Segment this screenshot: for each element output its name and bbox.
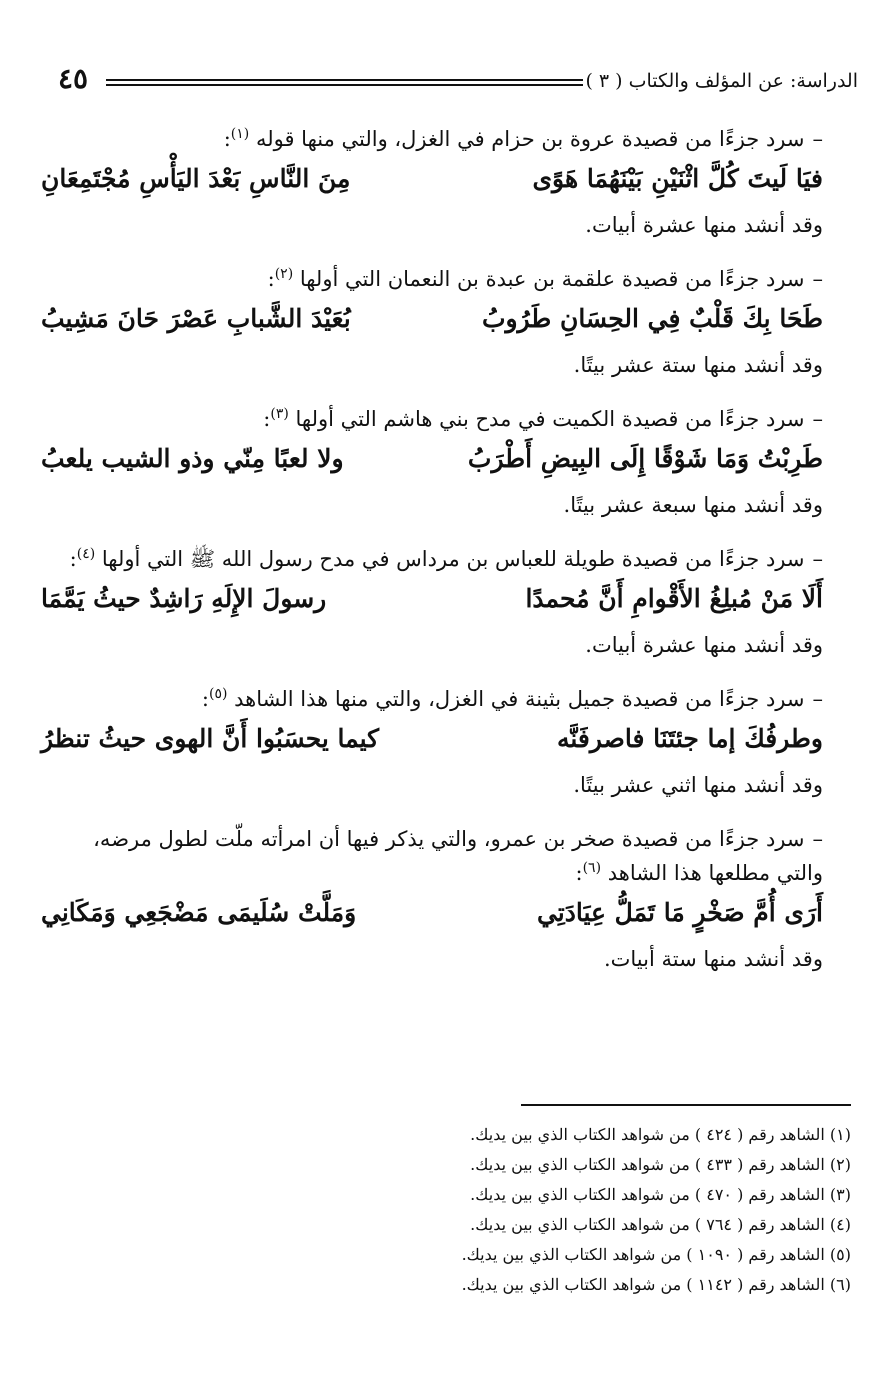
verse-line [41, 716, 851, 768]
entry-intro: –سرد جزءًا من قصيدة علقمة بن عبدة بن النعمان التي أولها $^{(٢)}$: [267, 266, 823, 291]
verse-second-hemistich: بُعَيْدَ الشَّبابِ عَصْرَ حَانَ مَشِيبُ [41, 304, 351, 333]
verse-second-hemistich: كيما يحسَبُوا أَنَّ الهوى حيثُ تنظرُ [41, 724, 380, 753]
entry-intro: –سرد جزءًا من قصيدة صخر بن عمرو، والتي يذكر فيها أن امرأته ملّت لطول مرضه، والتي مطلعها هذا الشاهد $^{(٦)}$: [93, 827, 823, 885]
footnote-reference[interactable]: (٦) [582, 860, 602, 876]
entry-intro: –سرد جزءًا من قصيدة طويلة للعباس بن مرداس في مدح رسول الله ﷺ التي أولها $^{(٤)}$: [69, 546, 823, 571]
verse-line [41, 436, 851, 488]
footnote-item: (١) الشاهد رقم ( ٤٢٤ ) من شواهد الكتاب الذي بين يديك. [470, 1125, 851, 1144]
poem-entry-1 [41, 122, 851, 242]
verse-second-hemistich: رسولَ الإِلَهِ رَاشِدٌ حيثُ يَمَّمَا [41, 584, 327, 613]
footnote-reference[interactable]: (٥) [208, 686, 228, 702]
footnote-reference[interactable]: (١) [230, 126, 250, 142]
footnote-item: (٦) الشاهد رقم ( ١١٤٢ ) من شواهد الكتاب الذي بين يديك. [461, 1275, 851, 1294]
header-title: الدراسة: عن المؤلف والكتاب ( ٣ ) [585, 70, 858, 92]
verse-second-hemistich: مِنَ النَّاسِ بَعْدَ اليَأْسِ مُجْتَمِعَانِ [41, 164, 351, 193]
running-header [58, 62, 858, 102]
verse-line [41, 890, 851, 942]
footnote-item: (٢) الشاهد رقم ( ٤٣٣ ) من شواهد الكتاب الذي بين يديك. [470, 1155, 851, 1174]
entry-note: وقد أنشد منها ستة عشر بيتًا. [573, 353, 823, 377]
verse-second-hemistich: وَمَلَّتْ سُلَيمَى مَضْجَعِي وَمَكَانِي [41, 898, 357, 927]
verse-line [41, 296, 851, 348]
poem-entry-5 [41, 682, 851, 802]
verse-first-hemistich: أَرَى أُمَّ صَخْرٍ مَا تَمَلُّ عِيَادَتِي [536, 898, 823, 927]
entry-note: وقد أنشد منها اثني عشر بيتًا. [573, 773, 823, 797]
verse-line [41, 576, 851, 628]
entry-intro: –سرد جزءًا من قصيدة جميل بثينة في الغزل، والتي منها هذا الشاهد $^{(٥)}$: [201, 686, 823, 711]
header-rule [106, 79, 583, 86]
footnote-reference[interactable]: (٢) [274, 266, 294, 282]
poem-entry-3 [41, 402, 851, 522]
verse-line [41, 156, 851, 208]
entry-note: وقد أنشد منها عشرة أبيات. [585, 213, 823, 237]
entry-note: وقد أنشد منها سبعة عشر بيتًا. [563, 493, 823, 517]
entry-intro: –سرد جزءًا من قصيدة الكميت في مدح بني هاشم التي أولها $^{(٣)}$: [263, 406, 823, 431]
verse-first-hemistich: طَرِبْتُ وَمَا شَوْقًا إِلَى البِيضِ أَطْرَبُ [467, 444, 823, 473]
entry-note: وقد أنشد منها ستة أبيات. [603, 947, 823, 971]
footnote-separator [521, 1104, 851, 1106]
footnote-item: (٤) الشاهد رقم ( ٧٦٤ ) من شواهد الكتاب الذي بين يديك. [470, 1215, 851, 1234]
main-content [41, 122, 851, 996]
verse-first-hemistich: أَلَا مَنْ مُبلِغُ الأَقْوامِ أَنَّ مُحمدًا [525, 584, 823, 613]
verse-first-hemistich: وطرفُكَ إما جئتَنَا فاصرفَنَّه [556, 724, 823, 753]
verse-first-hemistich: فيَا لَيتَ كُلَّ اثْنَيْنِ بَيْنَهُمَا هَوًى [532, 164, 823, 193]
footnote-reference[interactable]: (٣) [270, 406, 289, 422]
footnotes [331, 1120, 851, 1300]
verse-second-hemistich: ولا لعبًا مِنّي وذو الشيب يلعبُ [41, 444, 344, 473]
poem-entry-2 [41, 262, 851, 382]
poem-entry-6 [41, 822, 851, 976]
entry-intro: –سرد جزءًا من قصيدة عروة بن حزام في الغزل، والتي منها قوله $^{(١)}$: [223, 126, 823, 151]
entry-note: وقد أنشد منها عشرة أبيات. [585, 633, 823, 657]
footnote-item: (٥) الشاهد رقم ( ١٠٩٠ ) من شواهد الكتاب الذي بين يديك. [461, 1245, 851, 1264]
page-number: ٤٥ [58, 62, 89, 95]
footnote-reference[interactable]: (٤) [76, 546, 96, 562]
footnote-item: (٣) الشاهد رقم ( ٤٧٠ ) من شواهد الكتاب الذي بين يديك. [470, 1185, 851, 1204]
verse-first-hemistich: طَحَا بِكَ قَلْبٌ فِي الحِسَانِ طَرُوبُ [481, 304, 823, 333]
poem-entry-4 [41, 542, 851, 662]
